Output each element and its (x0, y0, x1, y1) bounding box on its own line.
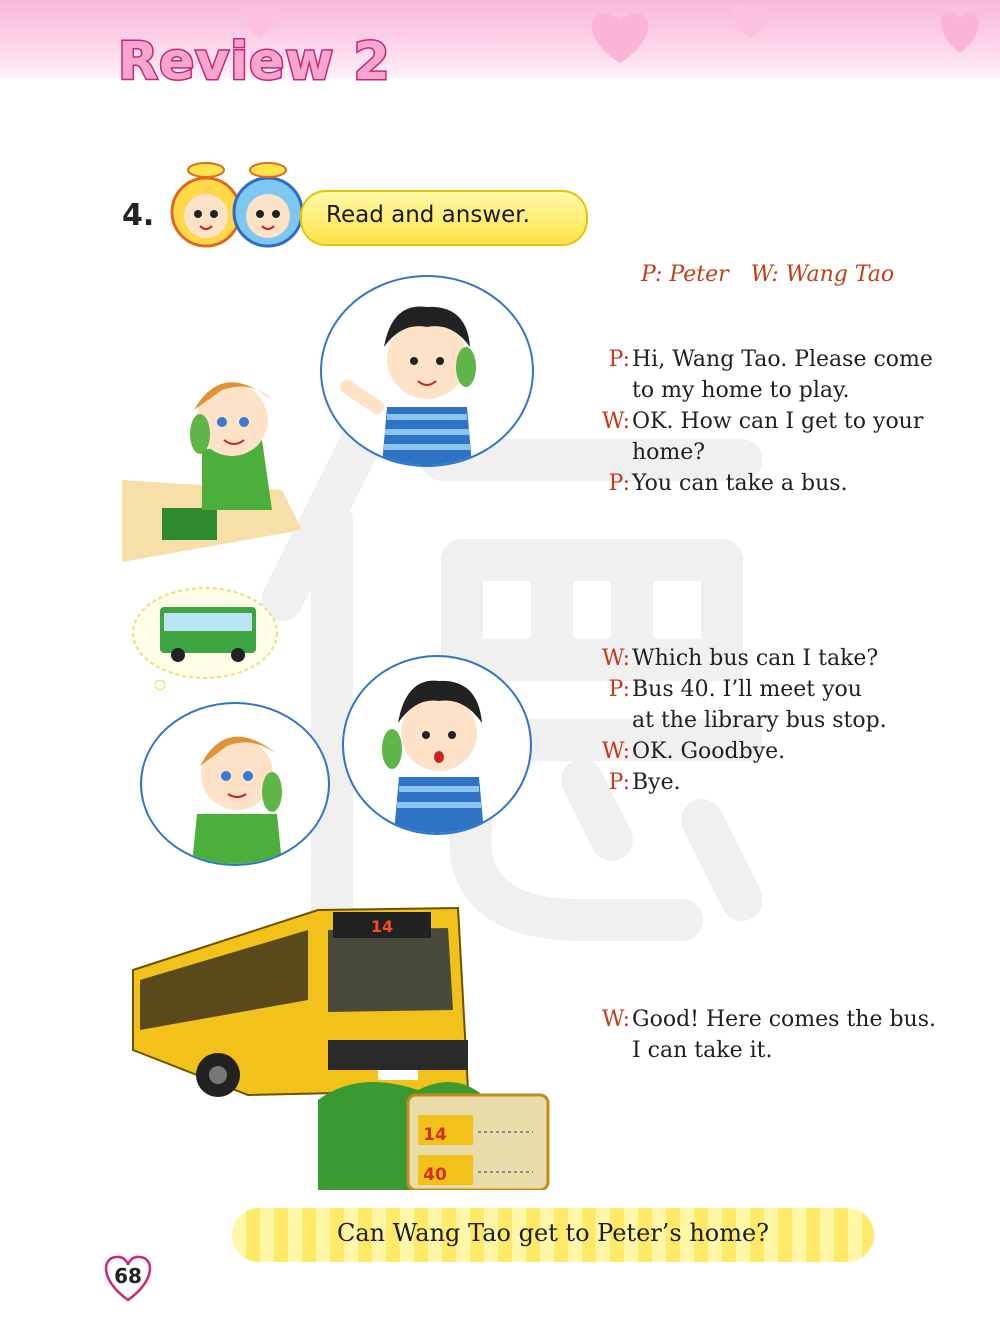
dialogue-text: Bye. (632, 770, 681, 795)
page-number: 68 (114, 1264, 142, 1288)
speaker-label: W: (601, 646, 630, 671)
dialogue-line (590, 406, 980, 437)
dialogue-text: Good! Here comes the bus. (632, 1007, 937, 1032)
heart-decoration-icon (930, 5, 990, 55)
dialogue-text: at the library bus stop. (632, 708, 887, 733)
dialogue-text: OK. Goodbye. (632, 739, 786, 764)
dialogue-block-2 (590, 643, 980, 803)
dialogue-block-1 (590, 344, 980, 504)
dialogue-line (590, 1035, 980, 1066)
wang-tao-phone-circle (140, 702, 330, 866)
dialogue-text: Hi, Wang Tao. Please come (632, 347, 933, 372)
dialogue-line (590, 736, 980, 767)
dialogue-text: home? (632, 440, 706, 465)
dialogue-text: Which bus can I take? (632, 646, 879, 671)
wang-tao-phone-illustration (122, 340, 302, 562)
peter-phone-circle (320, 275, 534, 467)
page-title: Review 2 (118, 32, 391, 92)
speaker-label: P: (608, 471, 630, 496)
heart-decoration-icon (720, 0, 780, 40)
bus-stop-route: 40 (423, 1165, 447, 1185)
thought-bubble-bus-illustration (130, 585, 280, 695)
dialogue-line (590, 643, 980, 674)
dialogue-line (590, 468, 980, 499)
speaker-label: P: (608, 770, 630, 795)
dialogue-line (590, 705, 980, 736)
bus-route-sign: 14 (370, 917, 394, 936)
yellow-bus-illustration (128, 900, 550, 1190)
peter-phone-illustration (344, 657, 530, 833)
kids-mascot-icon (160, 160, 310, 250)
dialogue-text: OK. How can I get to your (632, 409, 924, 434)
dialogue-text: You can take a bus. (632, 471, 848, 496)
dialogue-text: Bus 40. I’ll meet you (632, 677, 862, 702)
legend-peter: P: Peter (641, 262, 729, 287)
speaker-label: P: (608, 347, 630, 372)
heart-decoration-icon (575, 5, 665, 65)
bus-stop-route: 14 (423, 1125, 447, 1145)
dialogue-line (590, 375, 980, 406)
speaker-label: W: (601, 1007, 630, 1032)
speaker-label: P: (608, 677, 630, 702)
legend-wang: W: Wang Tao (750, 262, 895, 287)
dialogue-text: to my home to play. (632, 378, 850, 403)
dialogue-line (590, 767, 980, 798)
instruction-text: Read and answer. (326, 202, 530, 228)
dialogue-line (590, 344, 980, 375)
speaker-label: W: (601, 409, 630, 434)
dialogue-line (590, 437, 980, 468)
dialogue-text: I can take it. (632, 1038, 773, 1063)
wang-tao-phone-illustration (142, 704, 328, 864)
dialogue-line (590, 674, 980, 705)
speaker-legend (641, 262, 916, 287)
dialogue-line (590, 1004, 980, 1035)
peter-phone-circle (342, 655, 532, 835)
exercise-number: 4. (122, 198, 155, 233)
peter-phone-illustration (322, 277, 532, 465)
speaker-label: W: (601, 739, 630, 764)
comprehension-question: Can Wang Tao get to Peter’s home? (336, 1219, 770, 1247)
dialogue-block-3 (590, 1004, 980, 1074)
